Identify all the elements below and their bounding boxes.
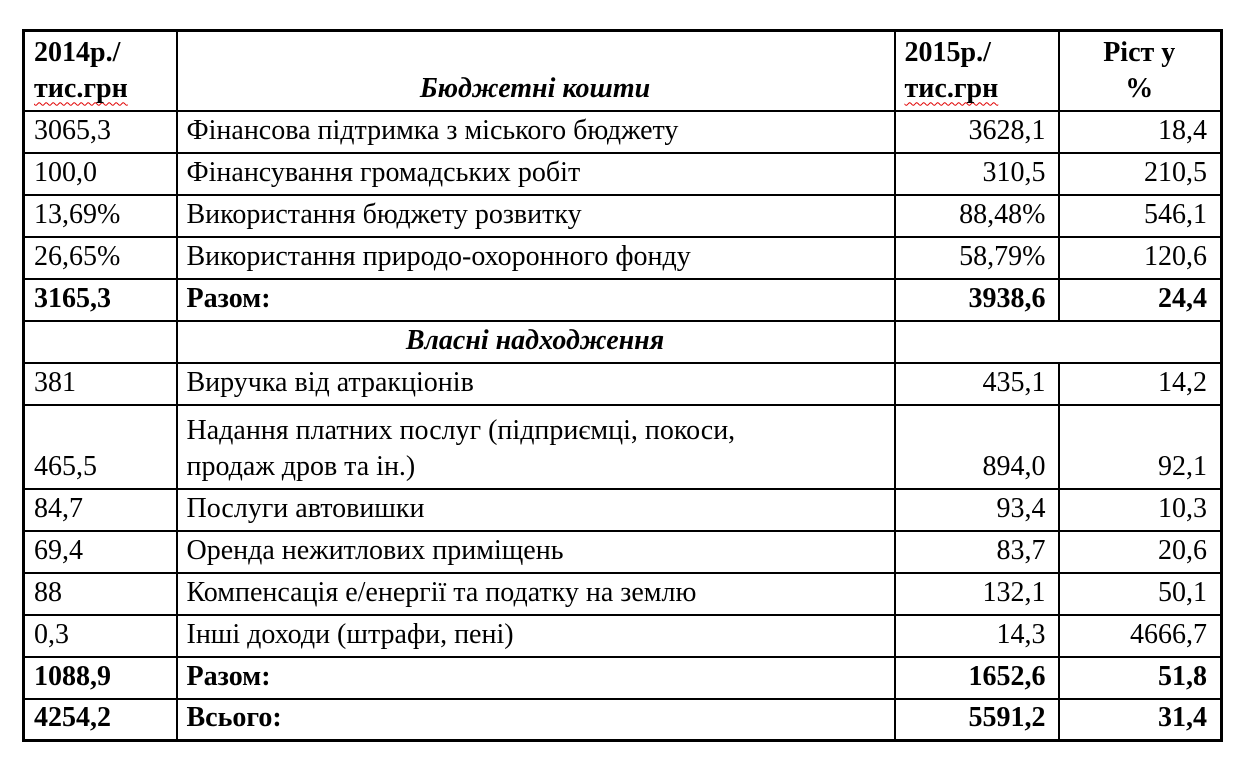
cell-description: Послуги автовишки	[177, 489, 895, 531]
cell-description: Оренда нежитлових приміщень	[177, 531, 895, 573]
header-2014-year: 2014р./	[34, 36, 121, 68]
cell-2015-value: 1652,6	[895, 657, 1059, 699]
cell-growth-value: 50,1	[1059, 573, 1222, 615]
header-budget-section-title: Бюджетні кошти	[177, 31, 895, 111]
header-2014	[24, 31, 177, 111]
cell-description: Фінансування громадських робіт	[177, 153, 895, 195]
header-2014-unit: тис.грн	[34, 72, 128, 104]
cell-description: Компенсація е/енергії та податку на землю	[177, 573, 895, 615]
cell-description: Виручка від атракціонів	[177, 363, 895, 405]
table-row	[24, 111, 1222, 153]
cell-growth-value: 51,8	[1059, 657, 1222, 699]
cell-2014-value: 381	[24, 363, 177, 405]
table-row	[24, 615, 1222, 657]
header-2015-unit: тис.грн	[904, 72, 999, 104]
cell-growth-value: 24,4	[1059, 279, 1222, 321]
table-row-own-total	[24, 657, 1222, 699]
header-growth	[1059, 31, 1222, 111]
cell-2015-value: 894,0	[895, 405, 1059, 489]
cell-growth-value: 4666,7	[1059, 615, 1222, 657]
table-row	[24, 489, 1222, 531]
cell-2014-value: 3165,3	[24, 279, 177, 321]
cell-2015-value: 88,48%	[895, 195, 1059, 237]
budget-table	[22, 29, 1223, 742]
cell-growth-value: 546,1	[1059, 195, 1222, 237]
cell-2015-value: 3628,1	[895, 111, 1059, 153]
table-row-grand-total	[24, 699, 1222, 741]
cell-2014-value-empty	[24, 321, 177, 363]
cell-2015-value: 93,4	[895, 489, 1059, 531]
description-line2: продаж дров та ін.)	[186, 450, 416, 482]
cell-description: Разом:	[177, 657, 895, 699]
cell-growth-value: 10,3	[1059, 489, 1222, 531]
cell-2014-value: 13,69%	[24, 195, 177, 237]
cell-2015-value: 5591,2	[895, 699, 1059, 741]
cell-2015-value: 14,3	[895, 615, 1059, 657]
table-row	[24, 363, 1222, 405]
cell-description: Всього:	[177, 699, 895, 741]
header-2015-year: 2015р./	[904, 36, 991, 68]
cell-description: Використання бюджету розвитку	[177, 195, 895, 237]
cell-2015-value: 310,5	[895, 153, 1059, 195]
cell-growth-value: 20,6	[1059, 531, 1222, 573]
cell-growth-value: 31,4	[1059, 699, 1222, 741]
cell-description: Інші доходи (штрафи, пені)	[177, 615, 895, 657]
cell-growth-value: 18,4	[1059, 111, 1222, 153]
cell-2014-value: 0,3	[24, 615, 177, 657]
description-line1: Надання платних послуг (підприємці, покоси,	[186, 414, 736, 446]
cell-2015-value: 435,1	[895, 363, 1059, 405]
header-growth-line2: %	[1125, 72, 1154, 104]
table-row	[24, 531, 1222, 573]
cell-2015-value: 3938,6	[895, 279, 1059, 321]
header-2015	[895, 31, 1059, 111]
cell-growth-value: 120,6	[1059, 237, 1222, 279]
cell-2014-value: 26,65%	[24, 237, 177, 279]
cell-2014-value: 1088,9	[24, 657, 177, 699]
cell-description: Разом:	[177, 279, 895, 321]
table-row	[24, 405, 1222, 489]
cell-description	[177, 405, 895, 489]
cell-growth-value: 92,1	[1059, 405, 1222, 489]
table-header-row	[24, 31, 1222, 111]
cell-2014-value: 88	[24, 573, 177, 615]
cell-description: Фінансова підтримка з міського бюджету	[177, 111, 895, 153]
cell-description: Використання природо-охоронного фонду	[177, 237, 895, 279]
cell-2014-value: 84,7	[24, 489, 177, 531]
cell-2015-value: 83,7	[895, 531, 1059, 573]
cell-2014-value: 3065,3	[24, 111, 177, 153]
table-row-budget-total	[24, 279, 1222, 321]
table-row	[24, 573, 1222, 615]
cell-growth-value: 210,5	[1059, 153, 1222, 195]
table-row-own-section	[24, 321, 1222, 363]
table-row	[24, 237, 1222, 279]
table-row	[24, 153, 1222, 195]
cell-growth-value: 14,2	[1059, 363, 1222, 405]
cell-2014-value: 69,4	[24, 531, 177, 573]
cell-2014-value: 4254,2	[24, 699, 177, 741]
header-growth-line1: Ріст у	[1103, 36, 1176, 68]
cell-2014-value: 100,0	[24, 153, 177, 195]
cell-2015-value: 58,79%	[895, 237, 1059, 279]
table-row	[24, 195, 1222, 237]
own-section-title: Власні надходження	[177, 321, 895, 363]
cell-merged-empty	[895, 321, 1222, 363]
cell-2015-value: 132,1	[895, 573, 1059, 615]
cell-2014-value: 465,5	[24, 405, 177, 489]
